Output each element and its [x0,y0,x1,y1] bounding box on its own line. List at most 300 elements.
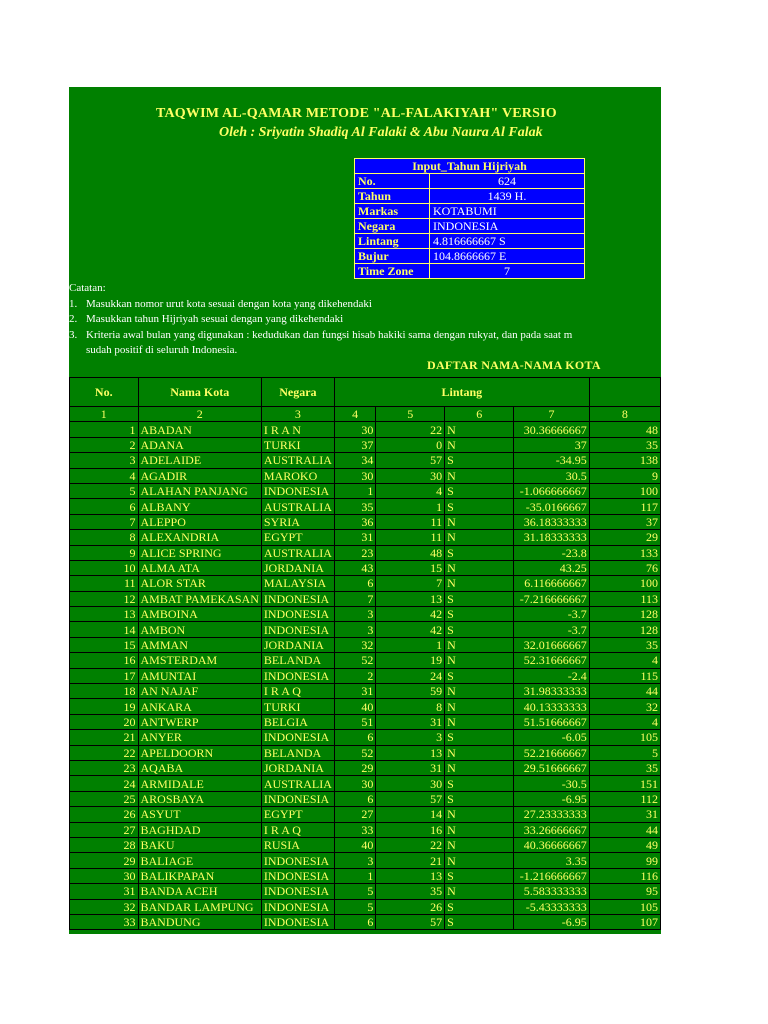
table-row[interactable] [70,591,661,606]
cell-nama-kota: AMSTERDAM [138,653,261,668]
cell-bujur: 133 [589,545,660,560]
cell-negara: EGYPT [261,807,334,822]
header-lintang: Lintang [334,378,589,407]
cell-no: 18 [70,684,139,699]
cell-derajat: 30 [334,468,376,483]
table-row[interactable] [70,668,661,683]
cell-no: 9 [70,545,139,560]
cell-derajat: 34 [334,453,376,468]
header-nama-kota: Nama Kota [138,378,261,407]
cell-menit: 4 [376,483,445,498]
cell-desimal: -3.7 [514,622,590,637]
cell-negara: JORDANIA [261,637,334,652]
cell-nama-kota: ALEPPO [138,514,261,529]
cell-menit: 59 [376,684,445,699]
table-row[interactable] [70,684,661,699]
cell-negara: AUSTRALIA [261,545,334,560]
input-value[interactable]: 4.816666667 S [430,234,585,249]
cell-nama-kota: ALEXANDRIA [138,530,261,545]
cell-no: 5 [70,483,139,498]
cell-nama-kota: BANDA ACEH [138,884,261,899]
note-item: sudah positif di seluruh Indonesia. [86,344,238,356]
cell-derajat: 6 [334,730,376,745]
cell-no: 24 [70,776,139,791]
cell-derajat: 43 [334,560,376,575]
cell-menit: 13 [376,745,445,760]
cell-bujur: 107 [589,914,660,929]
cell-no: 8 [70,530,139,545]
cell-bujur: 48 [589,422,660,437]
cell-bujur: 44 [589,684,660,699]
cell-derajat: 40 [334,699,376,714]
column-index-cell: 8 [589,407,660,422]
cell-arah: S [445,607,514,622]
cell-negara: INDONESIA [261,899,334,914]
cell-desimal: -7.216666667 [514,591,590,606]
cell-negara: INDONESIA [261,668,334,683]
cell-arah: N [445,837,514,852]
cell-bujur: 151 [589,776,660,791]
column-index-cell: 2 [138,407,261,422]
cell-arah: N [445,576,514,591]
table-row[interactable] [70,637,661,652]
cell-derajat: 6 [334,576,376,591]
city-table [69,377,661,930]
cell-bujur: 5 [589,745,660,760]
cell-derajat: 40 [334,837,376,852]
cell-desimal: 30.36666667 [514,422,590,437]
cell-derajat: 52 [334,653,376,668]
cell-nama-kota: AMBON [138,622,261,637]
table-row[interactable] [70,914,661,929]
cell-derajat: 5 [334,884,376,899]
cell-bujur: 29 [589,530,660,545]
cell-desimal: 40.13333333 [514,699,590,714]
cell-no: 2 [70,437,139,452]
cell-desimal: 30.5 [514,468,590,483]
table-row[interactable] [70,760,661,775]
cell-bujur: 113 [589,591,660,606]
cell-bujur: 105 [589,899,660,914]
cell-nama-kota: ALMA ATA [138,560,261,575]
cell-no: 12 [70,591,139,606]
cell-nama-kota: ALAHAN PANJANG [138,483,261,498]
cell-desimal: 36.18333333 [514,514,590,529]
cell-arah: S [445,899,514,914]
cell-no: 28 [70,837,139,852]
cell-derajat: 29 [334,760,376,775]
cell-derajat: 23 [334,545,376,560]
cell-bujur: 35 [589,437,660,452]
cell-menit: 42 [376,622,445,637]
cell-no: 3 [70,453,139,468]
cell-no: 6 [70,499,139,514]
cell-negara: TURKI [261,699,334,714]
cell-no: 13 [70,607,139,622]
spreadsheet [69,87,661,934]
cell-no: 1 [70,422,139,437]
cell-negara: I R A N [261,422,334,437]
cell-arah: N [445,760,514,775]
table-row[interactable] [70,468,661,483]
table-row[interactable] [70,422,661,437]
table-row[interactable] [70,560,661,575]
note-item: 1. Masukkan nomor urut kota sesuai dengan kota yang dikehendaki [69,297,372,310]
cell-menit: 42 [376,607,445,622]
note-item: 2. Masukkan tahun Hijriyah sesuai dengan yang dikehendaki [69,313,344,325]
cell-arah: N [445,807,514,822]
cell-arah: S [445,483,514,498]
cell-menit: 3 [376,730,445,745]
cell-negara: INDONESIA [261,791,334,806]
cell-no: 29 [70,853,139,868]
cell-no: 21 [70,730,139,745]
cell-derajat: 27 [334,807,376,822]
cell-no: 32 [70,899,139,914]
cell-menit: 11 [376,530,445,545]
cell-negara: INDONESIA [261,483,334,498]
cell-desimal: 51.51666667 [514,714,590,729]
input-value[interactable]: KOTABUMI [430,204,585,219]
table-row[interactable] [70,837,661,852]
cell-nama-kota: ADELAIDE [138,453,261,468]
table-row[interactable] [70,868,661,883]
cell-negara: AUSTRALIA [261,776,334,791]
input-panel-header: Input_Tahun Hijriyah [355,159,585,174]
cell-no: 23 [70,760,139,775]
table-row[interactable] [70,776,661,791]
cell-derajat: 36 [334,514,376,529]
input-row [355,249,585,264]
cell-nama-kota: AMBOINA [138,607,261,622]
header-negara: Negara [261,378,334,407]
cell-arah: S [445,591,514,606]
cell-nama-kota: APELDOORN [138,745,261,760]
cell-no: 33 [70,914,139,929]
table-row[interactable] [70,453,661,468]
cell-bujur: 128 [589,622,660,637]
cell-arah: N [445,468,514,483]
input-label: Markas [355,204,430,219]
table-row[interactable] [70,530,661,545]
table-row[interactable] [70,499,661,514]
cell-arah: N [445,514,514,529]
cell-bujur: 95 [589,884,660,899]
cell-menit: 24 [376,668,445,683]
table-row[interactable] [70,807,661,822]
input-label: No. [355,174,430,189]
cell-nama-kota: BAKU [138,837,261,852]
cell-desimal: 5.583333333 [514,884,590,899]
sheet-title: TAQWIM AL-QAMAR METODE "AL-FALAKIYAH" VERSIO [156,106,557,121]
cell-negara: INDONESIA [261,591,334,606]
cell-nama-kota: ALBANY [138,499,261,514]
cell-derajat: 52 [334,745,376,760]
cell-derajat: 30 [334,422,376,437]
cell-arah: S [445,914,514,929]
cell-no: 17 [70,668,139,683]
cell-derajat: 31 [334,684,376,699]
cell-desimal: -34.95 [514,453,590,468]
cell-desimal: 52.31666667 [514,653,590,668]
cell-desimal: -6.05 [514,730,590,745]
cell-arah: S [445,668,514,683]
cell-arah: S [445,622,514,637]
input-value[interactable]: INDONESIA [430,219,585,234]
cell-bujur: 115 [589,668,660,683]
cell-no: 26 [70,807,139,822]
cell-menit: 16 [376,822,445,837]
cell-arah: N [445,637,514,652]
table-row[interactable] [70,853,661,868]
column-index-cell: 6 [445,407,514,422]
cell-menit: 1 [376,499,445,514]
input-label: Lintang [355,234,430,249]
cell-arah: S [445,868,514,883]
input-label: Time Zone [355,264,430,279]
cell-nama-kota: ASYUT [138,807,261,822]
cell-menit: 48 [376,545,445,560]
cell-derajat: 37 [334,437,376,452]
cell-derajat: 31 [334,530,376,545]
cell-bujur: 112 [589,791,660,806]
cell-desimal: -30.5 [514,776,590,791]
cell-desimal: -5.43333333 [514,899,590,914]
cell-derajat: 7 [334,591,376,606]
cell-desimal: -2.4 [514,668,590,683]
cell-desimal: -3.7 [514,607,590,622]
cell-menit: 57 [376,453,445,468]
table-row[interactable] [70,622,661,637]
cell-no: 22 [70,745,139,760]
cell-bujur: 32 [589,699,660,714]
cell-arah: N [445,422,514,437]
cell-menit: 13 [376,591,445,606]
cell-menit: 8 [376,699,445,714]
cell-arah: N [445,437,514,452]
cell-nama-kota: ANKARA [138,699,261,714]
table-row[interactable] [70,745,661,760]
cell-no: 19 [70,699,139,714]
cell-menit: 31 [376,714,445,729]
header-no: No. [70,378,139,407]
cell-arah: N [445,822,514,837]
cell-menit: 13 [376,868,445,883]
cell-arah: S [445,499,514,514]
input-panel [354,158,585,279]
cell-negara: BELGIA [261,714,334,729]
cell-negara: INDONESIA [261,730,334,745]
cell-nama-kota: BALIAGE [138,853,261,868]
input-label: Tahun [355,189,430,204]
cell-nama-kota: AMMAN [138,637,261,652]
cell-desimal: 31.98333333 [514,684,590,699]
cell-desimal: -23.8 [514,545,590,560]
cell-desimal: 3.35 [514,853,590,868]
cell-desimal: -6.95 [514,791,590,806]
column-index-cell: 4 [334,407,376,422]
input-value[interactable]: 7 [430,264,585,279]
cell-desimal: 31.18333333 [514,530,590,545]
cell-bujur: 31 [589,807,660,822]
cell-derajat: 3 [334,622,376,637]
cell-menit: 0 [376,437,445,452]
input-row [355,219,585,234]
input-value[interactable]: 624 [430,174,585,189]
input-row [355,204,585,219]
cell-derajat: 35 [334,499,376,514]
cell-nama-kota: ADANA [138,437,261,452]
cell-menit: 31 [376,760,445,775]
cell-no: 25 [70,791,139,806]
table-row[interactable] [70,714,661,729]
column-index-cell: 1 [70,407,139,422]
table-row[interactable] [70,730,661,745]
cell-desimal: 37 [514,437,590,452]
cell-menit: 30 [376,468,445,483]
cell-no: 27 [70,822,139,837]
cell-desimal: 27.23333333 [514,807,590,822]
table-row[interactable] [70,576,661,591]
cell-bujur: 44 [589,822,660,837]
cell-desimal: -1.066666667 [514,483,590,498]
cell-menit: 14 [376,807,445,822]
table-row[interactable] [70,545,661,560]
cell-menit: 57 [376,914,445,929]
cell-bujur: 138 [589,453,660,468]
cell-no: 10 [70,560,139,575]
input-label: Negara [355,219,430,234]
cell-desimal: 6.116666667 [514,576,590,591]
cell-bujur: 117 [589,499,660,514]
cell-desimal: 52.21666667 [514,745,590,760]
cell-nama-kota: AMBAT PAMEKASAN [138,591,261,606]
column-index-cell: 3 [261,407,334,422]
cell-derajat: 1 [334,868,376,883]
cell-nama-kota: ANTWERP [138,714,261,729]
cell-nama-kota: ANYER [138,730,261,745]
cell-desimal: 32.01666667 [514,637,590,652]
cell-bujur: 116 [589,868,660,883]
table-row[interactable] [70,791,661,806]
cell-derajat: 30 [334,776,376,791]
cell-desimal: -1.216666667 [514,868,590,883]
cell-arah: S [445,453,514,468]
cell-arah: S [445,730,514,745]
cell-nama-kota: AN NAJAF [138,684,261,699]
cell-bujur: 4 [589,653,660,668]
cell-nama-kota: AMUNTAI [138,668,261,683]
cell-bujur: 35 [589,637,660,652]
table-row[interactable] [70,899,661,914]
cell-menit: 57 [376,791,445,806]
cell-arah: N [445,884,514,899]
cell-derajat: 6 [334,914,376,929]
cell-no: 14 [70,622,139,637]
cell-negara: INDONESIA [261,884,334,899]
input-value[interactable]: 104.8666667 E [430,249,585,264]
cell-negara: INDONESIA [261,914,334,929]
cell-arah: N [445,745,514,760]
column-index-row [70,407,661,422]
cell-negara: MALAYSIA [261,576,334,591]
cell-negara: I R A Q [261,684,334,699]
cell-desimal: -35.0166667 [514,499,590,514]
table-row[interactable] [70,699,661,714]
input-value[interactable]: 1439 H. [430,189,585,204]
cell-nama-kota: BALIKPAPAN [138,868,261,883]
cell-arah: N [445,699,514,714]
cell-arah: S [445,791,514,806]
cell-arah: N [445,560,514,575]
cell-menit: 30 [376,776,445,791]
cell-bujur: 4 [589,714,660,729]
cell-nama-kota: AQABA [138,760,261,775]
cell-derajat: 1 [334,483,376,498]
cell-derajat: 3 [334,607,376,622]
cell-nama-kota: BAGHDAD [138,822,261,837]
cell-bujur: 99 [589,853,660,868]
table-row[interactable] [70,514,661,529]
cell-negara: SYRIA [261,514,334,529]
input-row [355,264,585,279]
cell-bujur: 100 [589,483,660,498]
table-row[interactable] [70,437,661,452]
cell-bujur: 49 [589,837,660,852]
cell-menit: 1 [376,637,445,652]
cell-derajat: 2 [334,668,376,683]
cell-negara: MAROKO [261,468,334,483]
cell-menit: 15 [376,560,445,575]
table-row[interactable] [70,653,661,668]
cell-negara: JORDANIA [261,760,334,775]
cell-negara: BELANDA [261,745,334,760]
cell-no: 7 [70,514,139,529]
table-row[interactable] [70,483,661,498]
cell-bujur: 105 [589,730,660,745]
table-row[interactable] [70,884,661,899]
cell-arah: S [445,545,514,560]
cell-desimal: 43.25 [514,560,590,575]
cell-negara: AUSTRALIA [261,453,334,468]
cell-nama-kota: AGADIR [138,468,261,483]
cell-desimal: 40.36666667 [514,837,590,852]
cell-no: 30 [70,868,139,883]
cell-nama-kota: ALICE SPRING [138,545,261,560]
cell-menit: 7 [376,576,445,591]
cell-arah: N [445,684,514,699]
cell-bujur: 128 [589,607,660,622]
table-row[interactable] [70,822,661,837]
table-row[interactable] [70,607,661,622]
cell-arah: N [445,530,514,545]
sheet-subtitle: Oleh : Sriyatin Shadiq Al Falaki & Abu Naura Al Falak [219,125,543,140]
cell-menit: 26 [376,899,445,914]
input-row [355,234,585,249]
cell-nama-kota: BANDUNG [138,914,261,929]
cell-no: 16 [70,653,139,668]
cell-menit: 21 [376,853,445,868]
cell-desimal: 29.51666667 [514,760,590,775]
cell-negara: TURKI [261,437,334,452]
cell-negara: INDONESIA [261,607,334,622]
cell-negara: RUSIA [261,837,334,852]
header-extra [589,378,660,407]
cell-negara: AUSTRALIA [261,499,334,514]
input-row [355,189,585,204]
cell-arah: N [445,714,514,729]
cell-no: 4 [70,468,139,483]
